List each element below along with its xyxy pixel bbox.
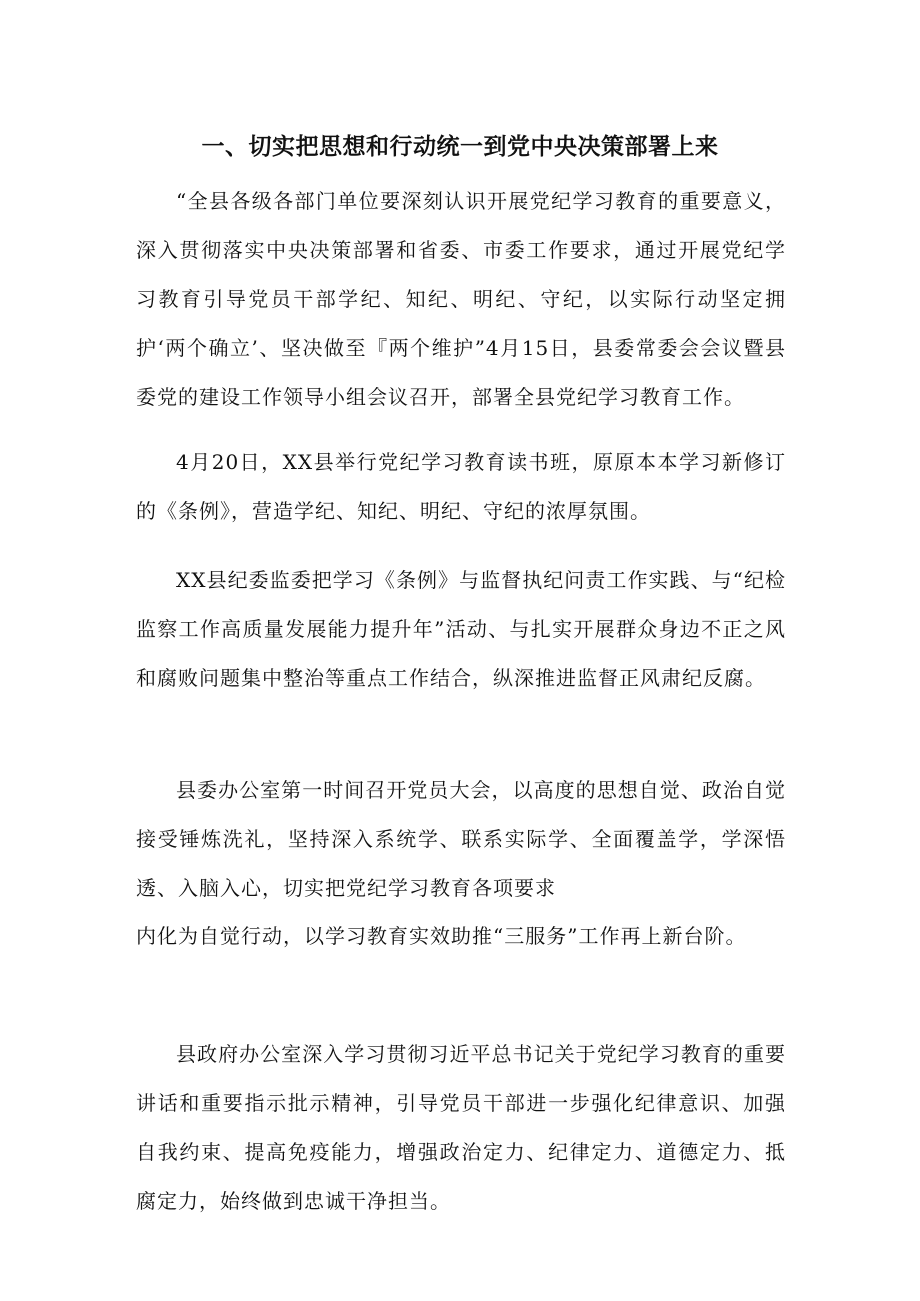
paragraph-discipline-commission: XX县纪委监委把学习《条例》与监督执纪问责工作实践、与“纪检监察工作高质量发展能力提升年”活动、与扎实开展群众身边不正之风和腐败问题集中整治等重点工作结合，纵深推进监督正风肃纪反腐。 [136, 568, 786, 690]
paragraph-party-committee-office: 县委办公室第一时间召开党员大会，以高度的思想自觉、政治自觉接受锤炼洗礼，坚持深入系统学、联系实际学、全面覆盖学，学深悟透、入脑入心，切实把党纪学习教育各项要求 [136, 778, 786, 900]
paragraph-government-office: 县政府办公室深入学习贯彻习近平总书记关于党纪学习教育的重要讲话和重要指示批示精神，引导党员干部进一步强化纪律意识、加强自我约束、提高免疫能力，增强政治定力、纪律定力、道德定力、抵腐定力，始终做到忠诚干净担当。 [136, 1042, 786, 1213]
paragraph-reading-class: 4月20日，XX县举行党纪学习教育读书班，原原本本学习新修订的《条例》，营造学纪、知纪、明纪、守纪的浓厚氛围。 [136, 450, 786, 523]
paragraph-party-committee-office-continued: 内化为自觉行动，以学习教育实效助推“三服务”工作再上新台阶。 [136, 924, 747, 948]
section-heading: 一、切实把思想和行动统一到党中央决策部署上来 [201, 134, 719, 161]
paragraph-county-meeting: “全县各级各部门单位要深刻认识开展党纪学习教育的重要意义，深入贯彻落实中央决策部署和省委、市委工作要求，通过开展党纪学习教育引导党员干部学纪、知纪、明纪、守纪，以实际行动坚定拥护‘两个确立’、坚决做至『两个维护”4月15日，县委常委会会议暨县委党的建设工作领导小组会议召开，部署全县党纪学习教育工作。 [136, 189, 786, 409]
